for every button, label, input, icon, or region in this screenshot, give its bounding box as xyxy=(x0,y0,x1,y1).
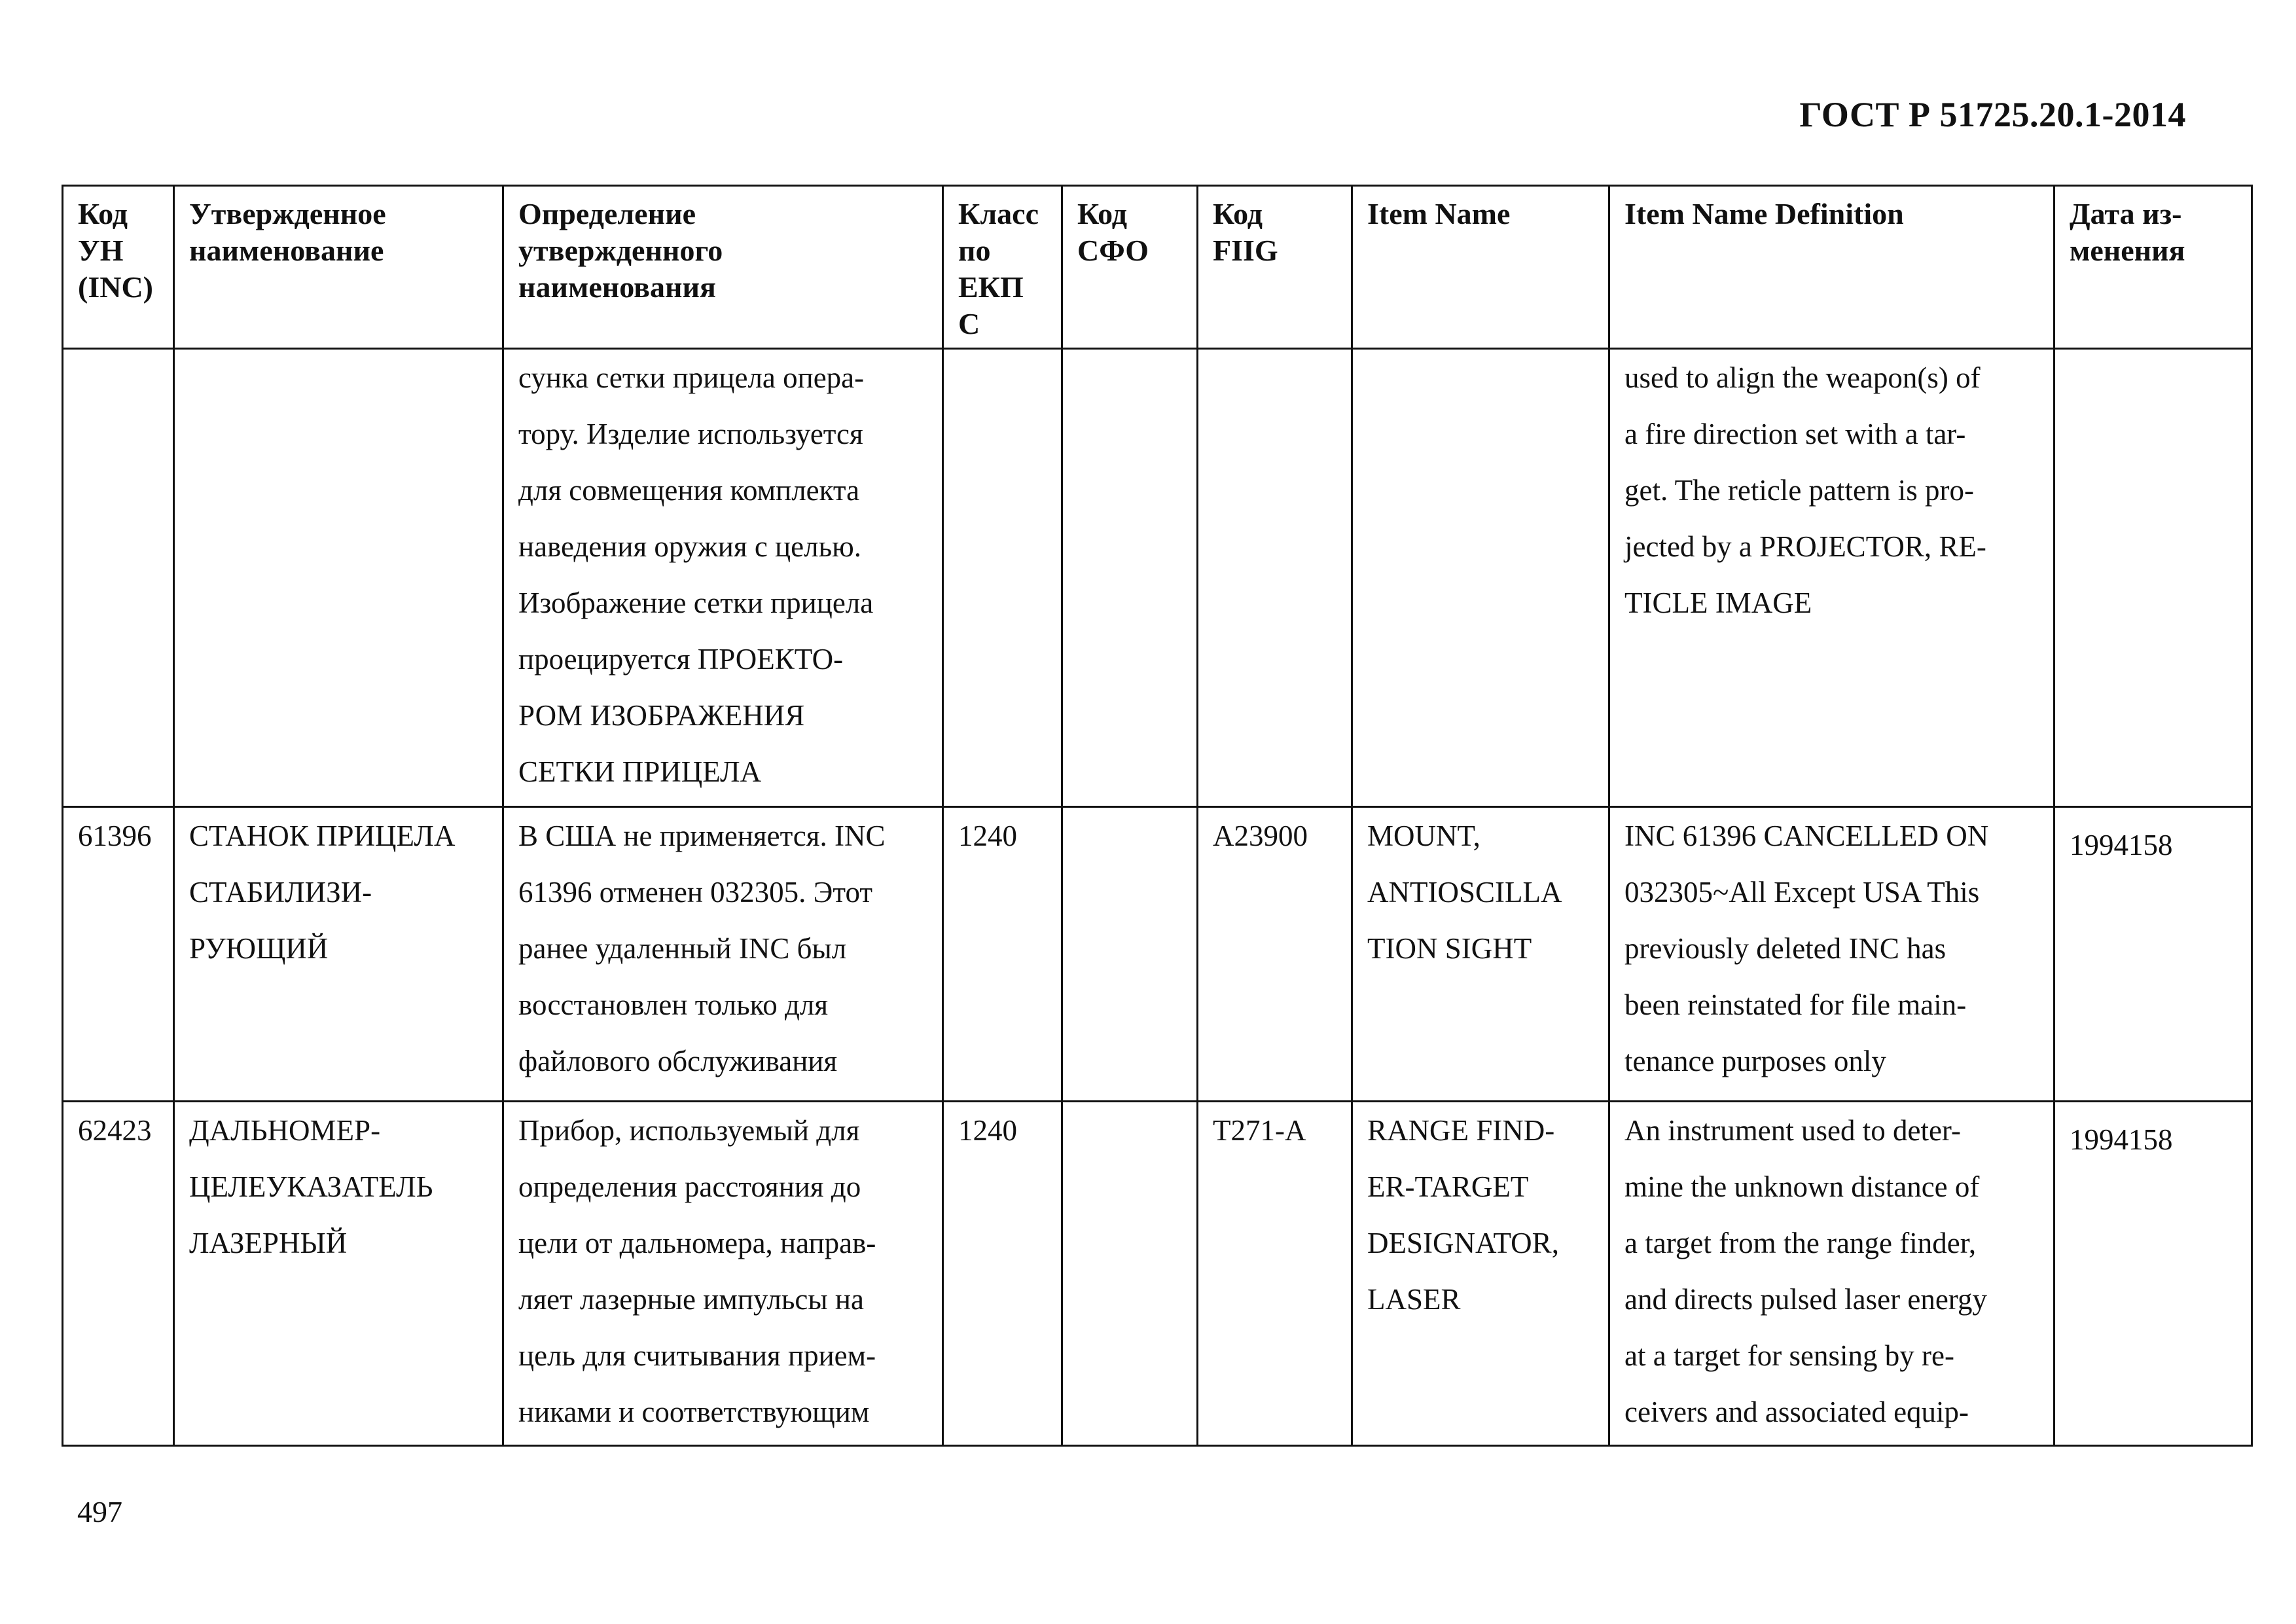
header-text-line: FIIG xyxy=(1213,234,1278,267)
cell-text-line: ЛАЗЕРНЫЙ xyxy=(189,1227,348,1259)
cell-text-line: a fire direction set with a tar- xyxy=(1624,418,1966,450)
cell-text-line: СТАНОК ПРИЦЕЛА xyxy=(189,820,456,852)
cell-text-line: a target from the range finder, xyxy=(1624,1227,1977,1259)
table-header-row xyxy=(63,186,2252,349)
cell-sfo-code xyxy=(1062,349,1198,807)
header-text-line: Определение xyxy=(518,197,696,230)
cell-definition xyxy=(503,807,943,1102)
cell-ekps-class: 1240 xyxy=(943,1102,1062,1446)
cell-text-line: ЦЕЛЕУКАЗАТЕЛЬ xyxy=(189,1170,433,1203)
header-text-line: УН xyxy=(78,234,124,267)
document-standard-title: ГОСТ Р 51725.20.1-2014 xyxy=(1799,95,2186,134)
header-sfo-code xyxy=(1062,186,1198,349)
header-text-line: наименование xyxy=(189,234,384,267)
cell-sfo-code xyxy=(1062,807,1198,1102)
cell-text-line: TICLE IMAGE xyxy=(1624,586,1812,619)
cell-text-line: для совмещения комплекта xyxy=(518,474,860,507)
cell-item-name xyxy=(1352,349,1609,807)
cell-text-line: ляет лазерные импульсы на xyxy=(518,1283,864,1316)
cell-text-line: 61396 отменен 032305. Этот xyxy=(518,876,873,909)
cell-text-line: сунка сетки прицела опера- xyxy=(518,361,865,394)
header-text-line: (INC) xyxy=(78,270,153,304)
cell-ekps-class xyxy=(943,349,1062,807)
cell-text-line: and directs pulsed laser energy xyxy=(1624,1283,1987,1316)
cell-text-line: никами и соответствующим xyxy=(518,1396,870,1428)
cell-text-line: been reinstated for file main- xyxy=(1624,988,1967,1021)
header-item-name xyxy=(1352,186,1609,349)
cell-text-line: СТАБИЛИЗИ- xyxy=(189,876,372,909)
cell-text-line: DESIGNATOR, xyxy=(1367,1227,1559,1259)
cell-text-line: INC 61396 CANCELLED ON xyxy=(1624,820,1989,852)
cell-text-line: at a target for sensing by re- xyxy=(1624,1339,1954,1372)
header-text-line: Код xyxy=(1213,197,1263,230)
cell-inc: 62423 xyxy=(63,1102,174,1446)
cell-definition xyxy=(503,1102,943,1446)
cell-text-line: RANGE FIND- xyxy=(1367,1114,1555,1147)
cell-text-line: файлового обслуживания xyxy=(518,1045,838,1077)
cell-text-line: ДАЛЬНОМЕР- xyxy=(189,1114,381,1147)
header-text-line: Item Name xyxy=(1367,197,1511,230)
cell-fiig-code: T271-A xyxy=(1198,1102,1352,1446)
cell-change-date: 1994158 xyxy=(2054,1102,2252,1446)
cell-text-line: 032305~All Except USA This xyxy=(1624,876,1980,909)
cell-text-line: Прибор, используемый для xyxy=(518,1114,860,1147)
header-ekps-class xyxy=(943,186,1062,349)
table-row xyxy=(63,1102,2252,1446)
cell-item-name-definition xyxy=(1609,349,2054,807)
cell-text-line: TION SIGHT xyxy=(1367,932,1532,965)
header-text-line: утвержденного xyxy=(518,234,723,267)
header-text-line: ЕКП xyxy=(958,270,1024,304)
cell-definition xyxy=(503,349,943,807)
cell-text-line: MOUNT, xyxy=(1367,820,1480,852)
catalog-table xyxy=(62,185,2253,1447)
cell-sfo-code xyxy=(1062,1102,1198,1446)
cell-text-line: РУЮЩИЙ xyxy=(189,932,329,965)
cell-fiig-code xyxy=(1198,349,1352,807)
cell-text-line: наведения оружия с целью. xyxy=(518,530,861,563)
cell-item-name xyxy=(1352,1102,1609,1446)
cell-text-line: previously deleted INC has xyxy=(1624,932,1946,965)
header-text-line: Дата из- xyxy=(2070,197,2182,230)
header-inc xyxy=(63,186,174,349)
cell-text-line: tenance purposes only xyxy=(1624,1045,1886,1077)
header-text-line: наименования xyxy=(518,270,716,304)
cell-text-line: тору. Изделие используется xyxy=(518,418,863,450)
header-text-line: менения xyxy=(2070,234,2185,267)
cell-text-line: jected by a PROJECTOR, RE- xyxy=(1624,530,1986,563)
page-number: 497 xyxy=(77,1495,122,1528)
cell-text-line: ER-TARGET xyxy=(1367,1170,1529,1203)
cell-text-line: В США не применяется. INC xyxy=(518,820,886,852)
table-row xyxy=(63,349,2252,807)
header-definition xyxy=(503,186,943,349)
cell-approved-name xyxy=(174,349,503,807)
cell-text-line: восстановлен только для xyxy=(518,988,829,1021)
cell-fiig-code: A23900 xyxy=(1198,807,1352,1102)
cell-text-line: LASER xyxy=(1367,1283,1461,1316)
cell-text-line: проецируется ПРОЕКТО- xyxy=(518,643,844,676)
header-approved-name xyxy=(174,186,503,349)
header-change-date xyxy=(2054,186,2252,349)
cell-text-line: цель для считывания прием- xyxy=(518,1339,876,1372)
header-text-line: С xyxy=(958,307,980,340)
cell-text-line: An instrument used to deter- xyxy=(1624,1114,1961,1147)
cell-text-line: Изображение сетки прицела xyxy=(518,586,874,619)
cell-change-date xyxy=(2054,349,2252,807)
cell-inc xyxy=(63,349,174,807)
cell-text-line: ANTIOSCILLA xyxy=(1367,876,1562,909)
header-text-line: СФО xyxy=(1077,234,1149,267)
cell-text-line: get. The reticle pattern is pro- xyxy=(1624,474,1974,507)
header-text-line: Класс xyxy=(958,197,1039,230)
table-row xyxy=(63,807,2252,1102)
cell-approved-name xyxy=(174,1102,503,1446)
cell-approved-name xyxy=(174,807,503,1102)
cell-ekps-class: 1240 xyxy=(943,807,1062,1102)
cell-text-line: РОМ ИЗОБРАЖЕНИЯ xyxy=(518,699,805,732)
cell-text-line: определения расстояния до xyxy=(518,1170,861,1203)
cell-change-date: 1994158 xyxy=(2054,807,2252,1102)
cell-text-line: СЕТКИ ПРИЦЕЛА xyxy=(518,755,762,788)
cell-text-line: ранее удаленный INC был xyxy=(518,932,847,965)
cell-item-name-definition xyxy=(1609,807,2054,1102)
header-text-line: по xyxy=(958,234,991,267)
cell-text-line: цели от дальномера, направ- xyxy=(518,1227,876,1259)
cell-inc: 61396 xyxy=(63,807,174,1102)
header-text-line: Утвержденное xyxy=(189,197,386,230)
cell-text-line: mine the unknown distance of xyxy=(1624,1170,1980,1203)
cell-item-name xyxy=(1352,807,1609,1102)
cell-item-name-definition xyxy=(1609,1102,2054,1446)
header-text-line: Код xyxy=(78,197,128,230)
header-text-line: Item Name Definition xyxy=(1624,197,1904,230)
header-item-name-definition xyxy=(1609,186,2054,349)
header-fiig-code xyxy=(1198,186,1352,349)
cell-text-line: ceivers and associated equip- xyxy=(1624,1396,1969,1428)
header-text-line: Код xyxy=(1077,197,1128,230)
cell-text-line: used to align the weapon(s) of xyxy=(1624,361,1981,394)
